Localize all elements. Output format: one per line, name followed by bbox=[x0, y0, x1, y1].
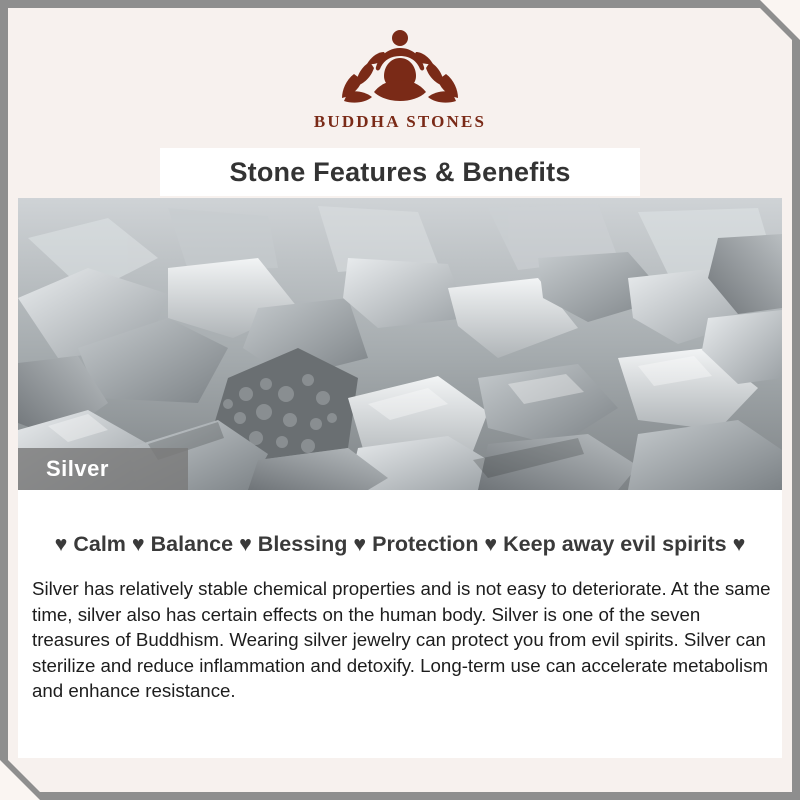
silver-ore-rocks-photo bbox=[18, 198, 782, 490]
content-panel bbox=[18, 490, 782, 758]
stone-name-tag bbox=[18, 448, 188, 490]
keywords-line: ♥ Calm ♥ Balance ♥ Blessing ♥ Protection ♥ Keep away evil spirits ♥ bbox=[54, 532, 746, 556]
brand-name: BUDDHA STONES bbox=[313, 112, 487, 131]
lotus-meditation-figure-icon bbox=[334, 18, 466, 110]
page-title: Stone Features & Benefits bbox=[229, 156, 571, 187]
description-text: Silver has relatively stable chemical properties and is not easy to deteriorate. At the same time, silver also has certain effects on the human body. Silver is one of the seven treasures of Buddhism. Wearing silver jewelry can protect you from evil spirits. Silver can sterilize and reduce inflammation and detoxify. Long-term use can accelerate metabolism and enhance resistance. bbox=[32, 578, 771, 701]
brand-logo-area bbox=[0, 18, 800, 132]
stone-name: Silver bbox=[46, 456, 109, 481]
photo-illustration bbox=[18, 198, 782, 490]
title-banner bbox=[160, 148, 640, 196]
